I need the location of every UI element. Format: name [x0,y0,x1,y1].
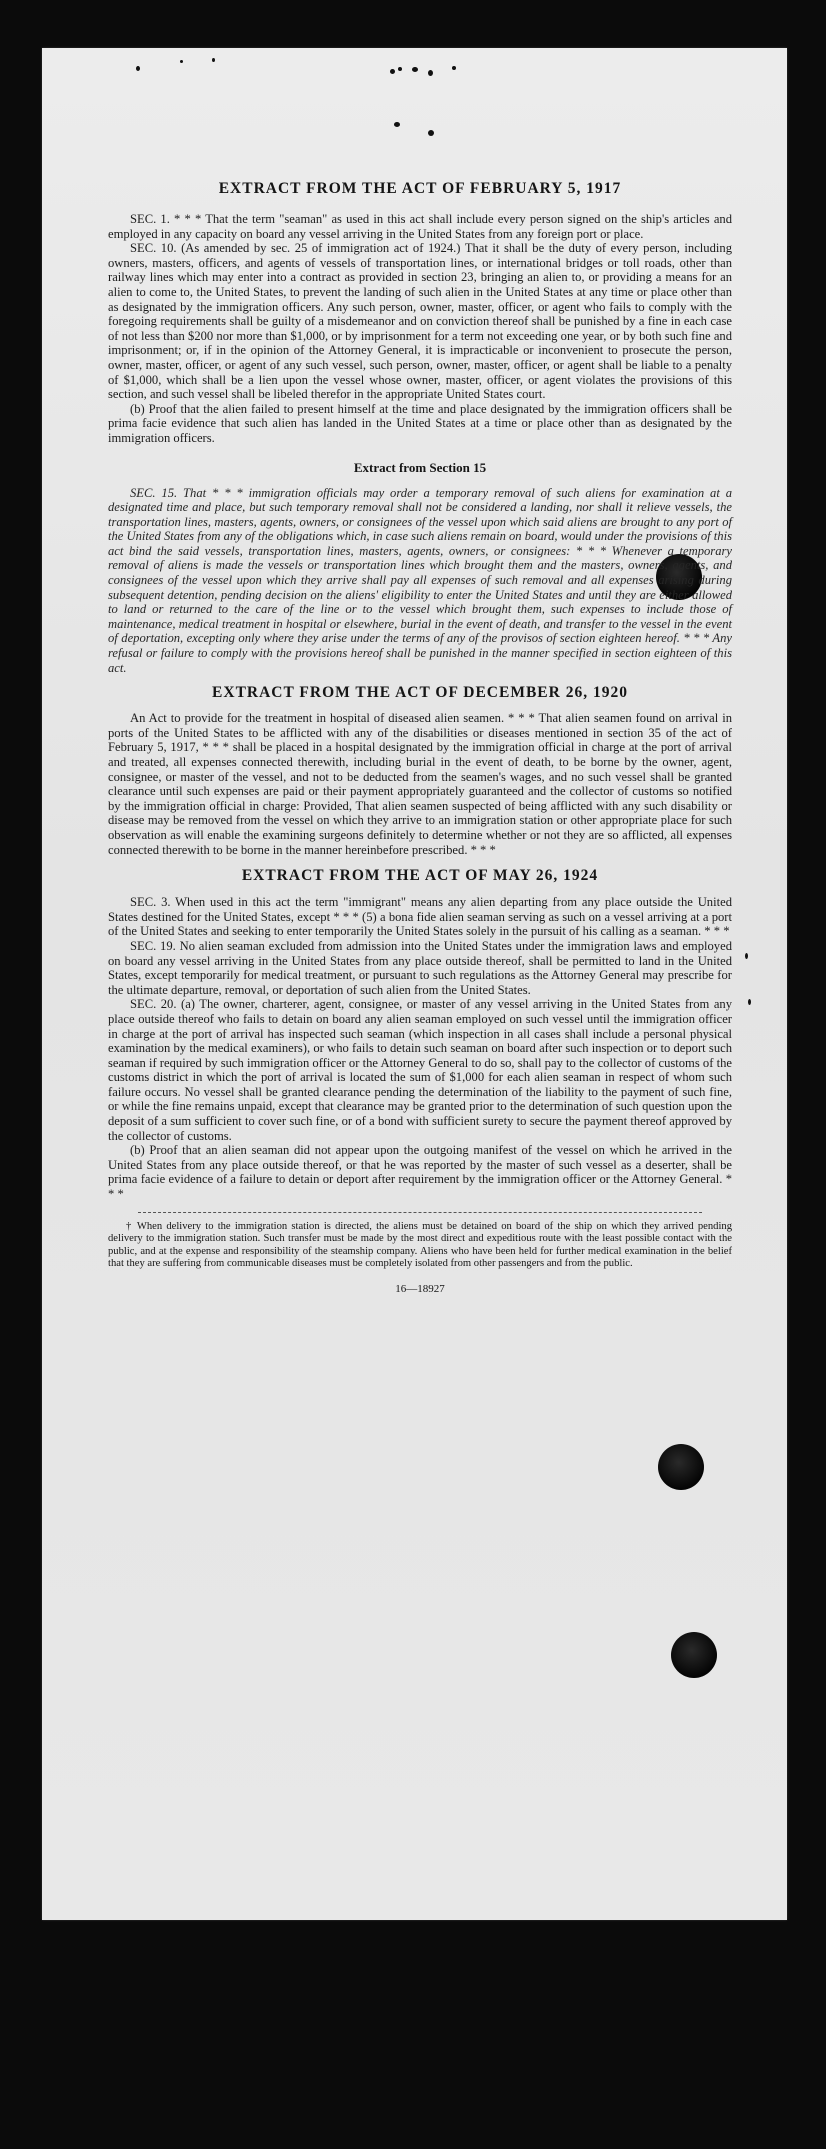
ink-mark [212,58,215,62]
paragraph: SEC. 3. When used in this act the term "immigrant" means any alien departing from any place outside the United States destined for the United States, except * * * (5) a bona fide alien seaman serving as such on a vessel arriving at a port of the United States and seeking to enter temporarily the United States solely in the pursuit of his calling as a seaman. * * * [108,895,732,939]
section-heading: EXTRACT FROM THE ACT OF DECEMBER 26, 1920 [212,684,628,702]
form-number: 16—18927 [395,1283,445,1295]
paragraph: An Act to provide for the treatment in hospital of diseased alien seamen. * * * That alien seamen found on arrival in ports of the United States to be afflicted with any of the disabilities or diseases mentioned in section 35 of the act of February 5, 1917, * * * shall be placed in a hospital designated by the immigration official in charge at the port of arrival and treated, all expenses connected therewith, including burial in the event of death, to be borne by the owner, agent, consignee, or master of the vessel, and not to be deducted from the seamen's wages, and no such vessel shall be granted clearance until such expenses are paid or their payment appropriately guaranteed and the collector of customs so notified by the immigration official in charge: Provided, That alien seamen suspected of being afflicted with any such disability or disease may be removed from the vessel on which they arrive to an immigration station or other appropriate place for such observation as will enable the examining surgeons definitely to determine whether or not they are so afflicted, all expenses connected therewith to be borne in the manner hereinbefore prescribed. * * * [108,711,732,857]
document-body [108,180,732,1295]
paragraph: SEC. 15. That * * * immigration officials may order a temporary removal of such aliens for examination at a designated time and place, but such temporary removal shall not be considered a landing, nor shall it relieve vessels, the transportation lines, masters, agents, owners, or consignees of the vessel upon which said aliens are brought to any port of the United States from any of the obligations which, in case such aliens remain on board, would under the provisions of this act bind the said vessels, transportation lines, masters, agents, owners, or consignees: * * * Whenever a temporary removal of aliens is made the vessels or transportation lines which brought them and the masters, owners, agents, and consignees of the vessel upon which they arrive shall pay all expenses of such removal and all expenses arising during subsequent detention, pending decision on the aliens' eligibility to enter the United States and until they are either allowed to land or returned to the care of the line or to the vessel which brought them, such expenses to include those of maintenance, medical treatment in hospital or elsewhere, burial in the event of death, and transfer to the vessel in the event of deportation, excepting only where they arise under the terms of any of the provisos of section eighteen hereof. * * * Any refusal or failure to comply with the provisions hereof shall be punished in the manner specified in section eighteen of this act. [108,485,732,675]
paragraph: SEC. 19. No alien seaman excluded from admission into the United States under the immigration laws and employed on board any vessel arriving in the United States from any place outside thereof, shall be permitted to land in the United States, except temporarily for medical treatment, or pursuant to such regulations as the Attorney General may prescribe for the ultimate departure, removal, or deportation of such alien from the United States. [108,938,732,997]
ink-mark [452,66,456,70]
ink-mark [428,70,433,76]
ink-mark [745,953,748,959]
paragraph: (b) Proof that an alien seaman did not appear upon the outgoing manifest of the vessel on which he arrived in the United States from any place outside thereof, or that he was reported by the master of such vessel as a deserter, shall be prima facie evidence of a failure to detain or deport after requirement by the immigration officer or the Attorney General. * * * [108,1143,732,1202]
ink-mark [390,69,395,74]
paragraph: SEC. 10. (As amended by sec. 25 of immigration act of 1924.) That it shall be the duty of every person, including owners, masters, officers, and agents of vessels of transportation lines, or international bridges or toll roads, other than railway lines which may enter into a contract as provided in section 23, bringing an alien to, or providing a means for an alien to come to, the United States, to prevent the landing of such alien in the United States at any time or place other than as designated by the immigration officers. Any such person, owner, master, officer, or agent who fails to comply with the foregoing requirements shall be guilty of a misdemeanor and on conviction thereof shall be punished by a fine in each case of not less than $200 nor more than $1,000, or by imprisonment for a term not exceeding one year, or by both such fine and imprisonment; or, if in the opinion of the Attorney General, it is impracticable or inconvenient to prosecute the person, owner, master, officer, or agent of any such vessel, such person, owner, master, officer, or agent shall be liable to a penalty of $1,000, which shall be a lien upon the vessel whose owner, master, officer, or agent violates the provisions of this section, and such vessel shall be libeled therefor in the appropriate United States court. [108,241,732,402]
document-page [42,48,787,1920]
ink-mark [180,60,183,63]
paragraph: (b) Proof that the alien failed to present himself at the time and place designated by the immigration officers shall be prima facie evidence that such alien has landed in the United States at a time or place other than as designated by the immigration officers. [108,401,732,445]
punch-hole [671,1632,717,1678]
punch-hole [658,1444,704,1490]
ink-mark [136,66,140,71]
section-subheading: Extract from Section 15 [353,459,487,475]
paragraph: SEC. 1. * * * That the term "seaman" as used in this act shall include every person signed on the ship's articles and employed in any capacity on board any vessel arriving in the United States from any foreign port or place. [108,212,732,241]
footnote: † When delivery to the immigration station is directed, the aliens must be detained on board of the ship on which they arrived pending delivery to the immigration station. Such transfer must be made by the most direct and expeditious route with the least possible contact with the public, and at the expense and responsibility of the steamship company. Aliens who have been held for further medical examination in the belief that they are suffering from communicable diseases must be completely isolated from other passengers and from the public. [108,1220,732,1270]
paragraph: SEC. 20. (a) The owner, charterer, agent, consignee, or master of any vessel arriving in the United States from any place outside thereof who fails to detain on board any alien seaman employed on such vessel until the immigration officer in charge at the port of arrival has inspected such seaman (which inspection in all cases shall include a personal physical examination by the medical examiners), or who fails to detain such seaman on board after such inspection or to deport such seaman if required by such immigration officer or the Attorney General to do so, shall pay to the collector of customs of the customs district in which the port of arrival is located the sum of $1,000 for each alien seaman in respect of whom such failure occurs. No vessel shall be granted clearance pending the determination of the liability to the payment of such fine, or while the fine remains unpaid, except that clearance may be granted prior to the determination of such question upon the deposit of a sum sufficient to cover such fine, or of a bond with sufficient surety to secure the payment thereof approved by the collector of customs. [108,997,732,1143]
section-heading: EXTRACT FROM THE ACT OF MAY 26, 1924 [241,867,599,885]
ink-mark [412,67,418,72]
ink-mark [748,999,751,1005]
ink-mark [394,122,400,127]
section-heading: EXTRACT FROM THE ACT OF FEBRUARY 5, 1917 [218,180,622,197]
ink-mark [428,130,434,136]
ink-mark [398,67,402,71]
